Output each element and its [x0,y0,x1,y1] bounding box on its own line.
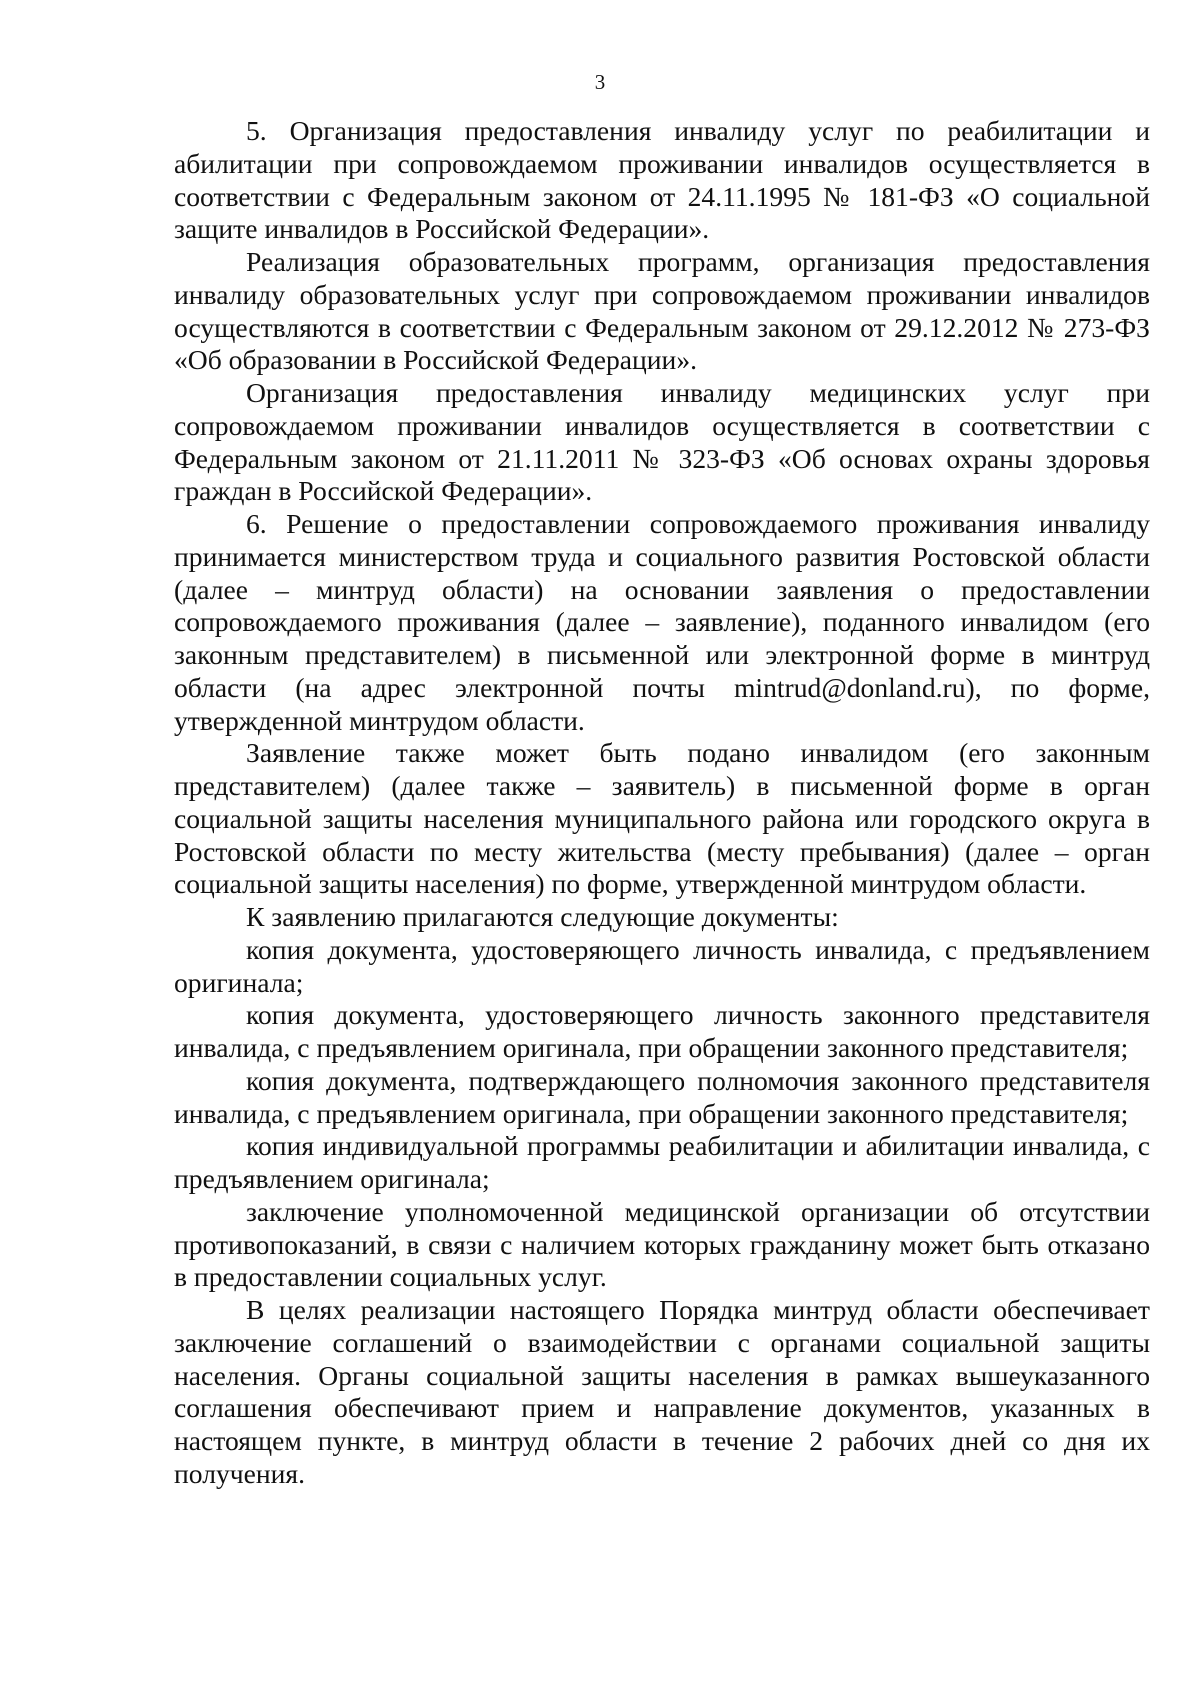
paragraph-5-rehabilitation-services: 5. Организация предоставления инвалиду услуг по реабилитации и абилитации при сопровождаемом проживании инвалидов осуществляется в соответствии с Федеральным законом от 24.11.1995 № 181-ФЗ «О социальной защите инвалидов в Российской Федерации». [174,115,1150,245]
list-item-medical-conclusion: заключение уполномоченной медицинской организации об отсутствии противопоказаний, в связи с наличием которых гражданину может быть отказано в предоставлении социальных услуг. [174,1195,1150,1293]
list-item-representative-id-copy: копия документа, удостоверяющего личность законного представителя инвалида, с предъявлением оригинала, при обращении законного представителя; [174,999,1150,1063]
paragraph-educational-programs: Реализация образовательных программ, организация предоставления инвалиду образовательных услуг при сопровождаемом проживании инвалидов осуществляются в соответствии с Федеральным законом от 29.12.2012 № 273-ФЗ «Об образовании в Российской Федерации». [174,246,1150,376]
paragraph-6-decision: 6. Решение о предоставлении сопровождаемого проживания инвалиду принимается министерством труда и социального развития Ростовской области (далее – минтруд области) на основании заявления о предоставлении сопровождаемого проживания (далее – заявление), поданного инвалидом (его законным представителем) в письменной или электронной форме в минтруд области (на адрес электронной почты mintrud@donland.ru), по форме, утвержденной минтрудом области. [174,508,1150,736]
paragraph-application-submission: Заявление также может быть подано инвалидом (его законным представителем) (далее также – заявитель) в письменной форме в орган социальной защиты населения муниципального района или городского округа в Ростовской области по месту жительства (месту пребывания) (далее – орган социальной защиты населения) по форме, утвержденной минтрудом области. [174,737,1150,900]
paragraph-medical-services: Организация предоставления инвалиду медицинских услуг при сопровождаемом проживании инвалидов осуществляется в соответствии с Федеральным законом от 21.11.2011 № 323-ФЗ «Об основах охраны здоровья граждан в Российской Федерации». [174,377,1150,507]
paragraph-attached-documents-intro: К заявлению прилагаются следующие документы: [246,901,839,932]
list-item-invalid-id-copy: копия документа, удостоверяющего личность инвалида, с предъявлением оригинала; [174,933,1150,998]
list-item-rehabilitation-program-copy: копия индивидуальной программы реабилитации и абилитации инвалида, с предъявлением оригинала; [174,1130,1150,1194]
document-body [174,115,1150,1491]
paragraph-interaction-agreements: В целях реализации настоящего Порядка минтруд области обеспечивает заключение соглашений о взаимодействии с органами социальной защиты населения. Органы социальной защиты населения в рамках вышеуказанного соглашения обеспечивают прием и направление документов, указанных в настоящем пункте, в минтруд области в течение 2 рабочих дней со дня их получения. [174,1294,1150,1489]
list-item-representative-authority-copy: копия документа, подтверждающего полномочия законного представителя инвалида, с предъявлением оригинала, при обращении законного представителя; [174,1064,1150,1129]
page-number: 3 [594,70,606,94]
